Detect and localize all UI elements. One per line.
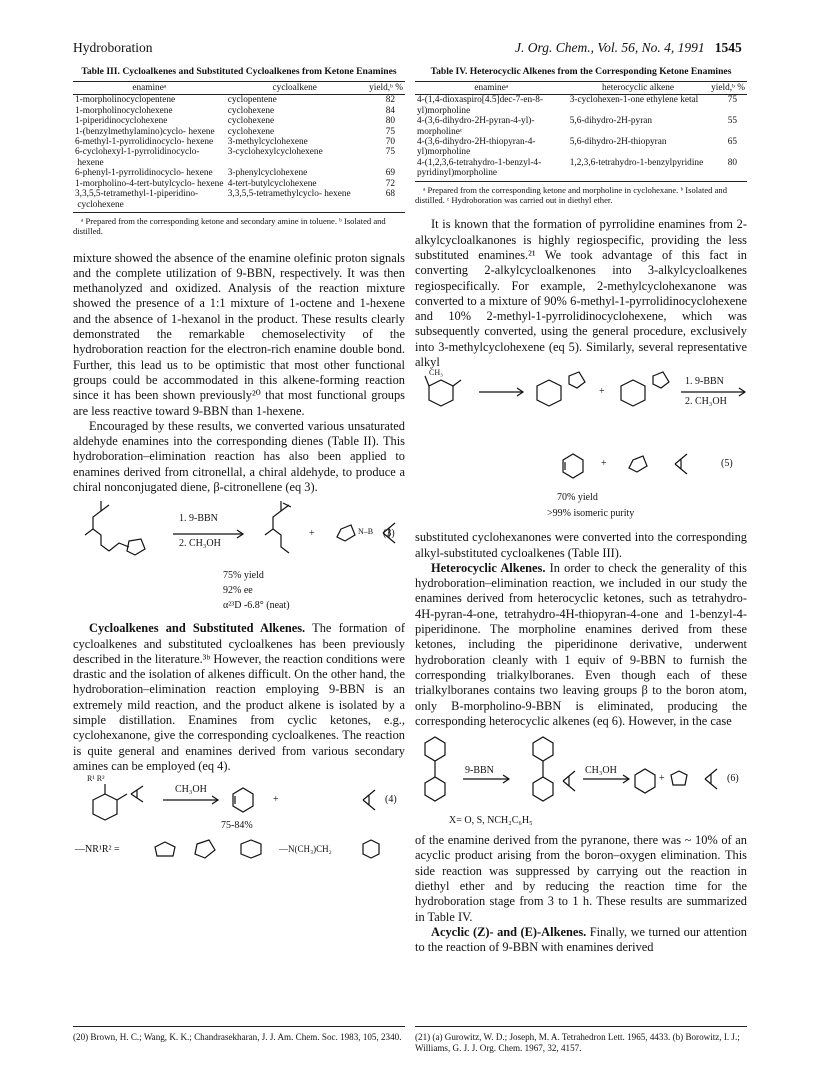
table4 — [415, 81, 747, 182]
table3-cell: 69 — [385, 168, 395, 179]
right-paragraph-3-text: In order to check the generality of this hydroboration–elimination reaction, we included in our study the enamines derived from heterocyclic ketones, such as tetrahydro-4H-pyran-4-one, tetrahydro-4H-thiopyran-4-one and 1-benzyl-4-piperidinone. The morpholine enamines derived from these ketones, including the piperidinone derivative, underwent hydroboration cleanly with 1 equiv of 9-BBN to furnish the corresponding trialkylboranes. Even though each of these trialkylboranes contains two leaving groups β to the boron atom, only B-morpholino-9-BBN is eliminated, producing the corresponding heterocyclic alkenes (eq 6). However, in the case — [415, 560, 747, 728]
table3-cell: cyclopentene — [227, 95, 277, 106]
table3-caption: Table III. Cycloalkenes and Substituted Cycloalkenes from Ketone Enamines — [81, 66, 397, 77]
eq5-purity: >99% isomeric purity — [547, 508, 635, 520]
eq6-borane-bbn — [563, 771, 575, 791]
eq3-reactant-enamine — [109, 543, 129, 551]
table3-body — [73, 95, 405, 212]
table4-cell: 80 — [708, 158, 747, 181]
table3-cell: 68 — [364, 189, 405, 212]
table3-cell: 3-cyclohexylcyclohexene — [227, 147, 323, 158]
right-paragraph-3 — [415, 561, 747, 729]
eq4-yield: 75-84% — [221, 820, 253, 832]
table4-cell: 4-(1,2,3,6-tetrahydro-1-benzyl-4-pyridinyl)morpholine — [415, 158, 568, 181]
eq4-reactant-bbn — [131, 786, 143, 802]
phenyl-ring — [363, 840, 379, 858]
table3-cell: 3,3,5,5-tetramethyl-1-piperidino- cyclohexene — [73, 189, 226, 212]
table3-cell: 70 — [385, 137, 395, 148]
right-paragraph-5-text: Finally, we turned our attention to the reaction of 9-BBN with enamines derived — [415, 924, 747, 955]
page-number: 1545 — [714, 40, 742, 55]
left-paragraph-3 — [73, 621, 405, 774]
right-paragraph-1: It is known that the formation of pyrrolidine enamines from 2-alkylcycloalkanones is highly regiospecific, providing the less substituted enamines.²¹ We took advantage of this fact in converting 2-alkylcycloalkenones into 3-alkylcycloalkenes regiospecifically. For example, 2-methylcyclohexanone was converted to a mixture of 90% 6-methyl-1-pyrrolidinocyclohexene and 10% 2-methyl-1-pyrrolidinocyclohexene, which was subsequently converted, using the general procedure, exclusively into 3-methylcyclohexene (eq 5). Similarly, several representative alkyl — [415, 217, 747, 369]
table4-row — [415, 95, 747, 116]
eq4-amine-4: —N(CH₃)CH₂ — [279, 844, 332, 855]
equation-5 — [415, 370, 747, 530]
eq5-number: (5) — [721, 458, 733, 470]
table4-footnote: ᵃ Prepared from the corresponding ketone and morpholine in cyclohexane. ᵇ Isolated and distilled. ᶜ Hydroboration was carried out in diethyl ether. — [415, 184, 728, 205]
pyrrolidine-ring — [127, 539, 145, 555]
table4-cell: 75 — [727, 95, 737, 106]
eq5-enamine-2-ring — [621, 380, 645, 406]
table3-row — [73, 179, 405, 189]
table3-cell: 82 — [385, 95, 395, 106]
table3-cell: 1-piperidinocyclohexene — [75, 116, 168, 127]
eq3-reactant-chain — [85, 501, 109, 551]
section-heading-acyclic: Acyclic (Z)- and (E)-Alkenes. — [431, 924, 587, 939]
table3-cell: 3,3,5,5-tetramethylcyclo- hexene — [226, 189, 364, 212]
eq6-reagent-2: CH₃OH — [585, 765, 617, 777]
eq3-number: (3) — [383, 528, 395, 540]
running-header-right — [515, 40, 742, 56]
eq5-product-ring — [563, 454, 583, 478]
eq5-reagent-1: 1. 9-BBN — [685, 376, 724, 388]
table3-row — [73, 137, 405, 147]
eq3-yield: 75% yield — [223, 570, 264, 582]
piperidine-ring — [241, 840, 261, 858]
table3-cell: 1-morpholinocyclohexene — [75, 105, 173, 116]
table4-cell: 5,6-dihydro-2H-thiopyran — [569, 137, 667, 148]
table4-col-yield: yield,ᵇ % — [708, 82, 747, 95]
section-heading-cycloalkenes: Cycloalkenes and Substituted Alkenes. — [89, 621, 306, 636]
table4-cell: 1,2,3,6-tetrahydro-1-benzylpyridine — [568, 158, 709, 181]
table3-cell: cyclohexene — [227, 105, 275, 116]
eq6-number: (6) — [727, 773, 739, 785]
table4-row — [415, 116, 747, 137]
right-column — [415, 66, 747, 956]
pyrrolidine-ring-2 — [195, 840, 215, 858]
plus-sign: + — [273, 794, 279, 806]
eq4-amine-def: —NR¹R² = — [75, 844, 120, 856]
table3-col-enamine: enamineᵃ — [73, 82, 226, 95]
table3-row — [73, 189, 405, 212]
equation-6 — [415, 729, 747, 833]
journal-citation: J. Org. Chem., Vol. 56, No. 4, 1991 — [515, 40, 705, 55]
table4-caption: Table IV. Heterocyclic Alkenes from the Corresponding Ketone Enamines — [430, 66, 732, 77]
table4-cell: 4-(3,6-dihydro-2H-pyran-4-yl)-morpholineᶜ — [417, 116, 535, 137]
right-paragraph-4: of the enamine derived from the pyranone, there was ~ 10% of an acyclic product arising from the boron–oxygen elimination. This side reaction was suppressed by carrying out the reaction in diethyl ether and by reducing the reaction time for the hydroboration stage from 3 to 1 h. These results are summarized in Table IV. — [415, 833, 747, 924]
table4-row — [415, 137, 747, 158]
table4-cell: 5,6-dihydro-2H-pyran — [569, 116, 653, 127]
eq3-rotation: α²³D -6.8° (neat) — [223, 600, 290, 612]
table3-cell: 1-morpholinocyclopentene — [75, 95, 176, 106]
table3-cell: 75 — [385, 147, 395, 158]
table3-col-cycloalkene: cycloalkene — [226, 82, 364, 95]
table3-footnote: ᵃ Prepared from the corresponding ketone and secondary amine in toluene. ᵇ Isolated and distilled. — [73, 215, 386, 237]
table3-row — [73, 168, 405, 178]
plus-sign: + — [601, 458, 607, 470]
plus-sign: + — [309, 528, 315, 540]
table4-header-row — [415, 82, 747, 95]
eq5-ch3-label: CH₃ — [429, 368, 443, 378]
table3-cell: 3-phenylcyclohexene — [227, 168, 308, 179]
eq4-number: (4) — [385, 794, 397, 806]
eq4-reactant-bonds — [105, 784, 127, 800]
table3-cell: 84 — [385, 105, 395, 116]
table4-body — [415, 95, 747, 181]
eq5-ketone-ring — [429, 380, 453, 406]
eq5-reagent-2: 2. CH₃OH — [685, 396, 727, 408]
running-header-left: Hydroboration — [73, 40, 153, 55]
table3-col-yield: yield,ᵇ % — [364, 82, 405, 95]
table3-row — [73, 147, 405, 168]
table4-cell: 3-cyclohexen-1-one ethylene ketal — [569, 95, 699, 106]
table4-cell: 55 — [727, 116, 737, 127]
table3-cell: cyclohexene — [227, 116, 275, 127]
table3-cell: 80 — [385, 116, 395, 127]
eq5-structures — [415, 370, 747, 530]
eq3-product-chain — [265, 501, 289, 553]
eq5-byproduct-pyrrolidine — [629, 456, 647, 472]
table3-cell: 6-phenyl-1-pyrrolidinocyclo- hexene — [75, 168, 213, 179]
table3-cell: 6-cyclohexyl-1-pyrrolidinocyclo- hexene — [75, 147, 200, 168]
equation-4 — [73, 774, 405, 864]
table3-row — [73, 106, 405, 116]
left-footnote: (20) Brown, H. C.; Wang, K. K.; Chandrasekharan, J. J. Am. Chem. Soc. 1983, 105, 2340. — [73, 1026, 405, 1043]
eq6-byproduct-bbn — [705, 769, 717, 789]
left-paragraph-2: Encouraged by these results, we converted various unsaturated aldehyde enamines into the corresponding dienes (Table II). This hydroboration–elimination reaction has also been applied to enamines derived from citronellal, a chiral aldehyde, to produce a chiral nonconjugated diene, β-citronellene (eq 3). — [73, 418, 405, 494]
table3-cell: 72 — [385, 178, 395, 189]
eq3-reagent-2: 2. CH₃OH — [179, 538, 221, 550]
left-column — [73, 66, 405, 864]
eq5-pyrrolidine-2 — [653, 372, 669, 388]
table3-row — [73, 95, 405, 106]
table3-cell: 75 — [385, 126, 395, 137]
eq3-reactant-methyl — [101, 505, 109, 511]
eq4-structures — [73, 774, 405, 864]
table3-cell: 6-methyl-1-pyrrolidinocyclo- hexene — [75, 137, 214, 148]
eq3-product-vinyl — [281, 503, 291, 511]
table4-cell: 65 — [727, 137, 737, 148]
eq4-reagent: CH₃OH — [175, 784, 207, 796]
table4-cell: 4-(3,6-dihydro-2H-thiopyran-4-yl)morpholine — [417, 137, 536, 158]
right-paragraph-5 — [415, 925, 747, 956]
table4-row — [415, 158, 747, 181]
left-paragraph-1: mixture showed the absence of the enamine olefinic proton signals and the complete utilization of 9-BBN, respectively. It was then methanolyzed and oxidized. Analysis of the reaction mixture showed the presence of a 1:1 mixture of 1-octene and 1-hexene and the absence of 1-hexanol in the product. These results clearly demonstrated the remarkable chemoselectivity of the hydroboration reaction for the electron-rich enamine double bond. Further, this lead us to be optimistic that most other functional groups could be accommodated in this alkene-forming reaction since it has been shown previously²⁰ that most functional groups are less reactive toward 9-BBN than 1-hexene. — [73, 250, 405, 418]
eq6-borane-ring — [533, 777, 553, 801]
equation-3 — [73, 495, 405, 621]
eq6-product-ring — [635, 769, 655, 793]
table4-col-alkene: heterocyclic alkene — [568, 82, 709, 95]
eq6-morpholine-1 — [425, 737, 445, 761]
table3-cell: 4-tert-butylcyclohexene — [227, 178, 317, 189]
plus-sign: + — [659, 773, 665, 785]
table3-cell: 1-(benzylmethylamino)cyclo- hexene — [75, 126, 215, 137]
plus-sign: + — [599, 386, 605, 398]
eq5-yield: 70% yield — [557, 492, 598, 504]
eq4-r1r2: R¹ R² — [87, 774, 105, 784]
table3-cell: 1-morpholino-4-tert-butylcyclo- hexene — [75, 178, 224, 189]
table3-cell: cyclohexene — [227, 126, 275, 137]
eq3-byproduct-ring — [337, 525, 355, 541]
table3 — [73, 81, 405, 213]
section-heading-heterocyclic: Heterocyclic Alkenes. — [431, 560, 546, 575]
eq4-reactant-ring — [93, 794, 117, 820]
left-paragraph-3-text: The formation of cycloalkenes and substituted cycloalkenes has been previously described in the literature.³ᵇ However, the reaction conditions were drastic and the isolation of alkenes difficult. On the other hand, the hydroboration–elimination reaction employing 9-BBN is an extremely mild reaction, and the product alkene is isolated by a simple distillation. Enamines from cyclic ketones, e.g., cyclohexanone, give the corresponding cycloalkenes. The reaction is quite general and enamines derived from various secondary amines can be employed (eq 4). — [73, 621, 405, 773]
right-footnote: (21) (a) Gurowitz, W. D.; Joseph, M. A. Tetrahedron Lett. 1965, 4433. (b) Borowitz, I. J.; Williams, G. J. J. Org. Chem. 1967, 32, 4157. — [415, 1026, 747, 1054]
table4-cell: 4-(1,4-dioxaspiro[4.5]dec-7-en-8-yl)morpholine — [417, 95, 543, 116]
table3-cell: 3-methylcyclohexene — [227, 137, 308, 148]
eq4-product-cyclohexene — [233, 788, 253, 812]
eq5-pyrrolidine-1 — [569, 372, 585, 388]
eq5-enamine-1-ring — [537, 380, 561, 406]
table4-col-enamine: enamineᵃ — [415, 82, 568, 95]
eq6-reagent-1: 9-BBN — [465, 765, 494, 777]
right-paragraph-2: substituted cyclohexanones were converted into the corresponding alkyl-substituted cycloalkenes (Table III). — [415, 530, 747, 560]
eq4-byproduct-bbn — [363, 790, 375, 810]
eq6-x-definition: X= O, S, NCH₂C₆H₅ — [449, 815, 533, 827]
eq3-ee: 92% ee — [223, 585, 253, 597]
eq3-byproduct-label: N–B — [358, 527, 374, 537]
table3-row — [73, 116, 405, 126]
table3-header-row — [73, 82, 405, 95]
morpholine-ring — [155, 842, 175, 856]
eq6-byproduct-morpholine — [671, 771, 687, 785]
eq5-byproduct-bbn — [675, 454, 687, 474]
eq6-morpholine-2 — [533, 737, 553, 761]
eq3-reagent-1: 1. 9-BBN — [179, 513, 218, 525]
table3-row — [73, 127, 405, 137]
eq6-enamine-ring — [425, 777, 445, 801]
